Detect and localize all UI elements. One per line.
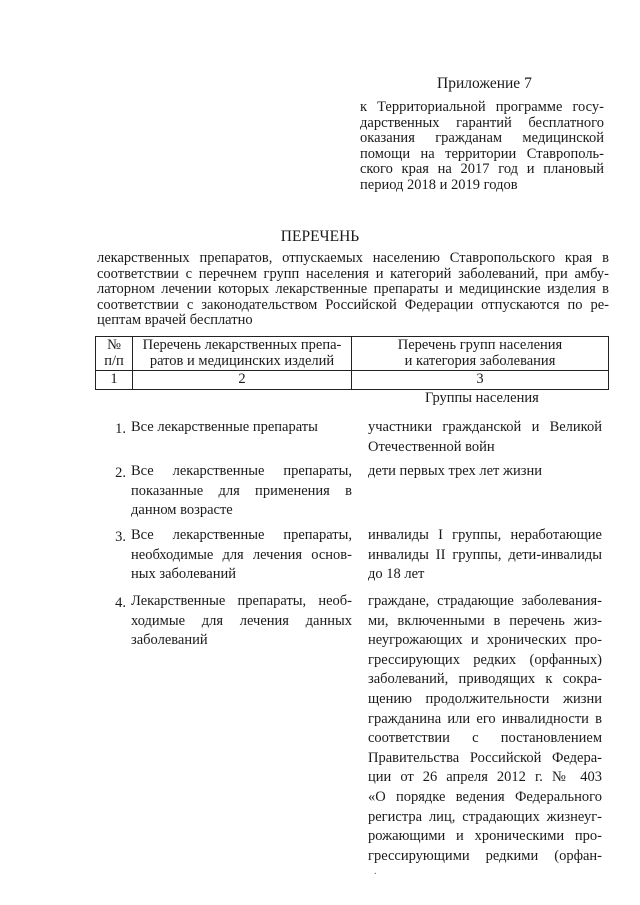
- group-line: дети первых трех лет жизни: [368, 463, 542, 479]
- row-population-group: [368, 592, 602, 866]
- drug-line: данном возрасте: [131, 502, 233, 519]
- drug-line: Все лекарственные препараты: [131, 419, 318, 435]
- row-number: 2.: [115, 465, 126, 481]
- appendix-ref-line: к Территориальной программе госу-: [360, 99, 604, 115]
- header-drugs-line1: Перечень лекарственных препа-: [142, 337, 342, 353]
- group-line: заболеваний, приводящих к сокра-: [368, 671, 602, 688]
- document-subtitle: [97, 251, 609, 329]
- group-line: ми, включенными в перечень жиз-: [368, 612, 602, 629]
- header-groups-line1: Перечень групп населения: [397, 337, 563, 353]
- group-line: щению продолжительности жизни: [368, 690, 602, 707]
- drug-line: заболеваний: [131, 632, 208, 649]
- subtitle-line: соответствии с перечнем групп населения и категорий заболеваний, при амбу-: [97, 265, 609, 282]
- appendix-ref-line: период 2018 и 2019 годов: [360, 176, 518, 193]
- subtitle-line: лекарственных препаратов, отпускаемых населению Ставропольского края в: [97, 250, 609, 266]
- row-number: 4.: [115, 595, 126, 611]
- document-title: ПЕРЕЧЕНЬ: [280, 228, 360, 245]
- row-population-group: [368, 462, 602, 482]
- group-line: неугрожающих и хронических про-: [368, 632, 602, 649]
- page-mark: .: [374, 866, 377, 877]
- drug-line: Все лекарственные препараты,: [131, 527, 352, 543]
- drug-line: ходимые для лечения данных: [131, 612, 352, 629]
- drug-line: показанные для применения в: [131, 482, 352, 499]
- group-line: Правительства Российской Федера-: [368, 749, 602, 766]
- subtitle-line: соответствии с законодательством Российской Федерации отпускаются по ре-: [97, 296, 609, 313]
- column-number-row: [96, 371, 609, 390]
- appendix-title: Приложение 7: [437, 75, 532, 92]
- col-number-1: 1: [96, 371, 133, 390]
- row-drug-list: [131, 462, 352, 521]
- row-number: 1.: [115, 421, 126, 437]
- group-line: регистра лиц, страдающих жизнеуг-: [368, 808, 602, 825]
- header-groups-line2: и категория заболевания: [404, 352, 556, 369]
- group-line: участники гражданской и Великой: [368, 419, 602, 435]
- row-drug-list: [131, 526, 352, 585]
- group-line: грессирующими редкими (орфан-: [368, 847, 602, 864]
- appendix-reference: [360, 100, 604, 193]
- groups-caption: Группы населения: [425, 390, 539, 406]
- drug-line: ных заболеваний: [131, 566, 237, 583]
- row-drug-list: [131, 592, 352, 651]
- drug-line: необходимые для лечения основ-: [131, 546, 352, 563]
- col-number-3: 3: [352, 371, 609, 390]
- row-population-group: [368, 526, 602, 585]
- row-drug-list: [131, 418, 352, 438]
- row-number: 3.: [115, 529, 126, 545]
- header-num-line1: №: [107, 337, 121, 353]
- header-groups: [352, 337, 609, 371]
- appendix-ref-line: дарственных гарантий бесплатного: [360, 114, 604, 131]
- group-line: Отечественной войн: [368, 438, 495, 455]
- group-line: инвалиды I группы, неработающие: [368, 527, 602, 543]
- group-line: рожающими и хроническими про-: [368, 828, 602, 845]
- subtitle-line: цептам врачей бесплатно: [97, 312, 253, 329]
- group-line: граждане, страдающие заболевания-: [368, 593, 602, 609]
- header-num-line2: п/п: [104, 352, 124, 369]
- table-header-row: [96, 337, 609, 371]
- header-drugs-line2: ратов и медицинских изделий: [149, 352, 335, 369]
- group-line: инвалиды II группы, дети-инвалиды: [368, 546, 602, 563]
- appendix-ref-line: помощи на территории Ставрополь-: [360, 145, 604, 162]
- group-line: гражданина или его инвалидности в: [368, 710, 602, 727]
- group-line: грессирующих редких (орфанных): [368, 651, 602, 668]
- group-line: «О порядке ведения Федерального: [368, 788, 602, 805]
- row-population-group: [368, 418, 602, 457]
- group-line: соответствии с постановлением: [368, 730, 602, 747]
- group-line: до 18 лет: [368, 566, 425, 583]
- appendix-ref-line: оказания гражданам медицинской: [360, 130, 604, 146]
- appendix-ref-line: ского края на 2017 год и плановый: [360, 161, 604, 177]
- group-line: ции от 26 апреля 2012 г. № 403: [368, 769, 602, 786]
- subtitle-line: латорном лечении которых лекарственные препараты и медицинские изделия в: [97, 281, 609, 298]
- drug-line: Все лекарственные препараты,: [131, 463, 352, 479]
- col-number-2: 2: [133, 371, 352, 390]
- table-header: [95, 336, 609, 390]
- drug-line: Лекарственные препараты, необ-: [131, 593, 352, 609]
- header-num: [96, 337, 133, 371]
- header-drugs: [133, 337, 352, 371]
